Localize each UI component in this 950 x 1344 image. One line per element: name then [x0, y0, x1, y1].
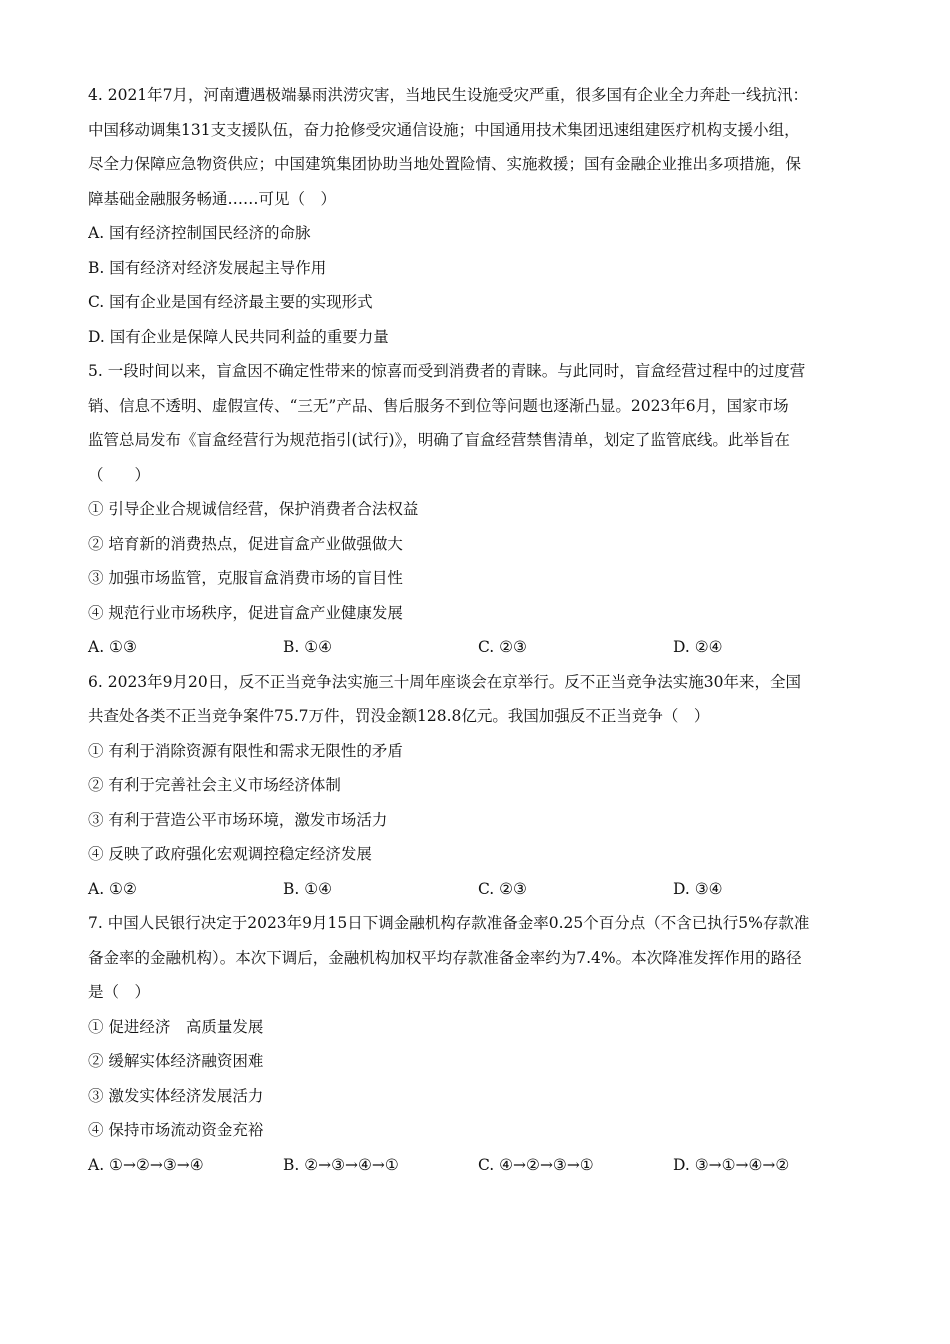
question-4: [88, 78, 868, 354]
question-stem-line: 备金率的金融机构）。本次下调后，金融机构加权平均存款准备金率约为7.4%。本次降准发挥作用的路径: [88, 948, 802, 967]
choice-d: D. ②④: [673, 638, 723, 656]
choice-c: C. ④→②→③→①: [478, 1155, 594, 1174]
choice-a: A. ①→②→③→④: [88, 1155, 204, 1174]
question-stem-line: 6. 2023年9月20日，反不正当竞争法实施三十周年座谈会在京举行。反不正当竞争法实施30年来，全国: [88, 672, 801, 691]
question-stem-line: 销、信息不透明、虚假宣传、“三无”产品、售后服务不到位等问题也逐渐凸显。2023年6月，国家市场: [88, 396, 789, 415]
question-stem-line: （ ）: [88, 465, 151, 484]
question-stem-line: 尽全力保障应急物资供应；中国建筑集团协助当地处置险情、实施救援；国有金融企业推出多项措施，保: [88, 155, 802, 173]
answer-option-a: A. 国有经济控制国民经济的命脉: [88, 224, 311, 242]
question-6: [88, 665, 868, 907]
choice-d: D. ③→①→④→②: [673, 1155, 790, 1174]
answer-option-b: B. 国有经济对经济发展起主导作用: [88, 258, 327, 277]
question-5: [88, 354, 868, 665]
choice-row: [88, 872, 868, 907]
statement-item-4: ④ 保持市场流动资金充裕: [88, 1121, 264, 1139]
statement-item-2: ② 有利于完善社会主义市场经济体制: [88, 776, 341, 794]
statement-item-2: ② 缓解实体经济融资困难: [88, 1052, 264, 1070]
choice-a: A. ①③: [88, 638, 137, 656]
answer-option-d: D. 国有企业是保障人民共同利益的重要力量: [88, 327, 389, 346]
statement-item-4: ④ 规范行业市场秩序，促进盲盒产业健康发展: [88, 603, 403, 622]
question-stem-line: 共查处各类不正当竞争案件75.7万件，罚没金额128.8亿元。我国加强反不正当竞争（ ）: [88, 707, 710, 725]
statement-item-4: ④ 反映了政府强化宏观调控稳定经济发展: [88, 845, 372, 863]
statement-item-3: ③ 加强市场监管，克服盲盒消费市场的盲目性: [88, 569, 403, 587]
choice-c: C. ②③: [478, 638, 527, 656]
statement-item-3: ③ 有利于营造公平市场环境，激发市场活力: [88, 810, 388, 829]
question-stem-line: 5. 一段时间以来，盲盒因不确定性带来的惊喜而受到消费者的青睐。与此同时，盲盒经营过程中的过度营: [88, 362, 806, 380]
question-stem-line: 障基础金融服务畅通……可见（ ）: [88, 189, 337, 208]
answer-option-c: C. 国有企业是国有经济最主要的实现形式: [88, 293, 373, 311]
choice-d: D. ③④: [673, 879, 723, 898]
statement-item-2: ② 培育新的消费热点，促进盲盒产业做强做大: [88, 534, 403, 553]
exam-page: [88, 78, 868, 1182]
question-stem-line: 4. 2021年7月，河南遭遇极端暴雨洪涝灾害，当地民生设施受灾严重，很多国有企业全力奔赴一线抗汛：: [88, 86, 809, 104]
question-stem-line: 监管总局发布《盲盒经营行为规范指引(试行)》，明确了盲盒经营禁售清单，划定了监管底线。此举旨在: [88, 431, 790, 449]
statement-item-1: ① 有利于消除资源有限性和需求无限性的矛盾: [88, 741, 403, 760]
statement-item-1: ① 促进经济 高质量发展: [88, 1017, 264, 1036]
question-stem-line: 中国移动调集131支支援队伍，奋力抢修受灾通信设施；中国通用技术集团迅速组建医疗机构支援小组，: [88, 120, 800, 139]
question-7: [88, 906, 868, 1182]
choice-b: B. ①④: [283, 879, 333, 898]
choice-a: A. ①②: [88, 879, 137, 898]
choice-c: C. ②③: [478, 879, 527, 898]
choice-row: [88, 630, 868, 665]
question-stem-line: 7. 中国人民银行决定于2023年9月15日下调金融机构存款准备金率0.25个百分点（不含已执行5%存款准: [88, 914, 810, 932]
question-stem-line: 是（ ）: [88, 983, 151, 1001]
choice-b: B. ①④: [283, 638, 333, 656]
statement-item-1: ① 引导企业合规诚信经营，保护消费者合法权益: [88, 500, 419, 518]
statement-item-3: ③ 激发实体经济发展活力: [88, 1086, 264, 1105]
choice-row: [88, 1148, 868, 1183]
choice-b: B. ②→③→④→①: [283, 1155, 399, 1174]
